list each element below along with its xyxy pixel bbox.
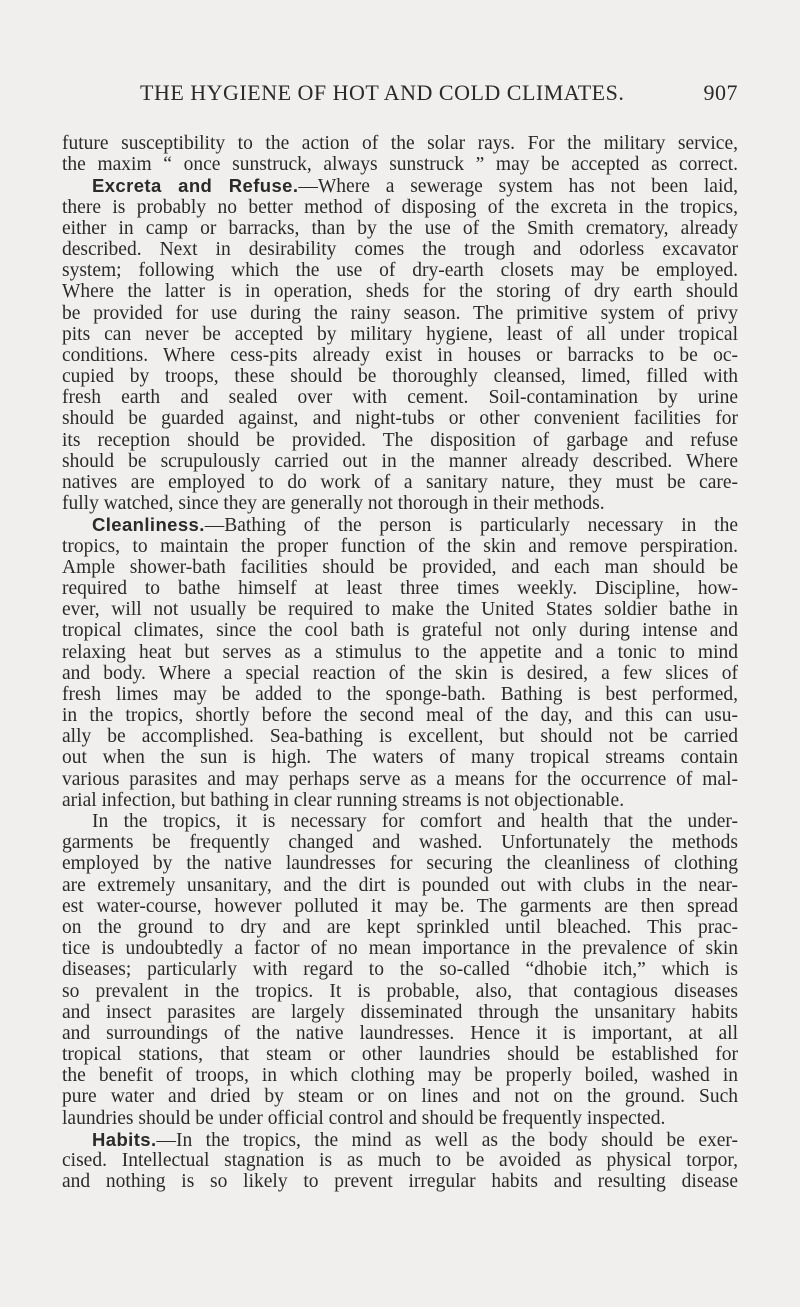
section-heading: Habits. — [92, 1128, 157, 1150]
text-line — [62, 875, 738, 896]
line-text: —Where a sewerage system has not been laid, — [298, 176, 739, 198]
line-text: Where the latter is in operation, sheds for the storing of dry earth should — [62, 281, 738, 303]
line-text: garments be frequently changed and washed. Unfortunately the methods — [62, 832, 738, 854]
line-text: various parasites and may perhaps serve as a means for the occurrence of mal- — [62, 768, 738, 790]
line-text: tropics, to maintain the proper function of the skin and remove perspiration. — [62, 535, 738, 557]
line-text: either in camp or barracks, than by the use of the Smith crematory, already — [62, 217, 738, 239]
text-line — [62, 366, 738, 387]
text-line — [62, 684, 738, 705]
text-line — [62, 642, 738, 663]
text-line — [62, 345, 738, 366]
line-text: fresh limes may be added to the sponge-bath. Bathing is best performed, — [62, 683, 738, 705]
line-text: there is probably no better method of disposing of the excreta in the tropics, — [62, 196, 738, 218]
text-line — [62, 1023, 738, 1044]
line-text: the benefit of troops, in which clothing may be properly boiled, washed in — [62, 1065, 738, 1087]
line-text: and surroundings of the native laundresses. Hence it is important, at all — [62, 1022, 738, 1044]
text-line — [62, 981, 738, 1002]
text-line — [62, 387, 738, 408]
line-text: so prevalent in the tropics. It is probable, also, that contagious diseases — [62, 980, 738, 1002]
line-text: —In the tropics, the mind as well as the body should be exer- — [156, 1129, 738, 1151]
text-line — [62, 1086, 738, 1107]
line-text: fresh earth and sealed over with cement. Soil-contamination by urine — [62, 387, 738, 409]
line-text: cupied by troops, these should be thoroughly cleansed, limed, filled with — [62, 366, 738, 388]
text-line — [62, 917, 738, 938]
body-text — [62, 133, 738, 1192]
text-line — [62, 1108, 738, 1129]
line-text: tropical climates, since the cool bath is grateful not only during intense and — [62, 620, 738, 642]
line-text: future susceptibility to the action of the solar rays. For the military service, — [62, 133, 738, 154]
text-line — [62, 705, 738, 726]
text-line — [62, 726, 738, 747]
line-text: and nothing is so likely to prevent irregular habits and resulting disease — [62, 1171, 738, 1193]
text-line — [62, 472, 738, 493]
line-text: employed by the native laundresses for securing the cleanliness of clothing — [62, 853, 738, 875]
text-line — [62, 408, 738, 429]
text-line — [62, 959, 738, 980]
section-heading-line — [62, 514, 738, 535]
line-text: —Bathing of the person is particularly necessary in the — [204, 515, 738, 537]
line-text: natives are employed to do work of a sanitary nature, they must be care- — [62, 472, 738, 493]
text-line — [62, 1171, 738, 1192]
line-text: pits can never be accepted by military hygiene, least of all under tropical — [62, 323, 738, 345]
text-line — [62, 197, 738, 218]
text-line — [62, 1065, 738, 1086]
line-text: est water-course, however polluted it may be. The garments are then spread — [62, 895, 738, 917]
text-line — [62, 832, 738, 853]
page-number: 907 — [703, 80, 738, 105]
line-text: tice is undoubtedly a factor of no mean importance in the prevalence of skin — [62, 938, 738, 960]
text-line — [62, 1044, 738, 1065]
text-line — [62, 324, 738, 345]
line-text: In the tropics, it is necessary for comfort and health that the under- — [92, 811, 738, 832]
line-text: out when the sun is high. The waters of many tropical streams contain — [62, 747, 738, 769]
line-text: should be scrupulously carried out in the manner already described. Where — [62, 450, 738, 472]
line-text: fully watched, since they are generally not thorough in their methods. — [62, 493, 605, 515]
line-text: its reception should be provided. The disposition of garbage and refuse — [62, 429, 738, 451]
section-heading-line — [62, 175, 738, 196]
text-line — [62, 938, 738, 959]
line-text: in the tropics, shortly before the second meal of the day, and this can usu- — [62, 705, 738, 727]
text-line — [62, 536, 738, 557]
text-line — [62, 769, 738, 790]
section-heading-line — [62, 1129, 738, 1150]
text-line — [62, 239, 738, 260]
line-text: on the ground to dry and are kept sprinkled until bleached. This prac- — [62, 916, 738, 938]
line-text: cised. Intellectual stagnation is as much to be avoided as physical torpor, — [62, 1150, 738, 1171]
text-line — [62, 218, 738, 239]
line-text: arial infection, but bathing in clear running streams is not objectionable. — [62, 789, 625, 811]
text-line — [62, 303, 738, 324]
line-text: ally be accomplished. Sea-bathing is excellent, but should not be carried — [62, 726, 738, 748]
line-text: diseases; particularly with regard to the so-called “dhobie itch,” which is — [62, 959, 738, 981]
line-text: relaxing heat but serves as a stimulus to the appetite and a tonic to mind — [62, 641, 738, 663]
line-text: be provided for use during the rainy season. The primitive system of privy — [62, 302, 738, 324]
line-text: Ample shower-bath facilities should be provided, and each man should be — [62, 556, 738, 578]
running-title: THE HYGIENE OF HOT AND COLD CLIMATES. — [140, 80, 625, 105]
text-line — [62, 1002, 738, 1023]
text-line — [62, 493, 738, 514]
section-heading: Cleanliness. — [92, 514, 205, 536]
section-heading: Excreta and Refuse. — [92, 175, 299, 197]
text-line — [62, 599, 738, 620]
text-line — [62, 133, 738, 154]
text-line — [62, 896, 738, 917]
line-text: tropical stations, that steam or other laundries should be established for — [62, 1044, 738, 1066]
line-text: laundries should be under official control and should be frequently inspected. — [62, 1107, 666, 1129]
line-text: the maxim “ once sunstruck, always sunstruck ” may be accepted as correct. — [62, 154, 738, 176]
text-line — [62, 747, 738, 768]
text-line — [62, 451, 738, 472]
running-head — [132, 80, 738, 110]
line-text: required to bathe himself at least three times weekly. Discipline, how- — [62, 577, 738, 599]
text-line — [62, 281, 738, 302]
text-line — [62, 260, 738, 281]
line-text: pure water and dried by steam or on lines and not on the ground. Such — [62, 1086, 738, 1108]
text-line — [62, 620, 738, 641]
line-text: system; following which the use of dry-earth closets may be employed. — [62, 260, 738, 282]
text-line — [62, 578, 738, 599]
text-line — [62, 557, 738, 578]
text-line — [62, 790, 738, 811]
line-text: and body. Where a special reaction of the skin is desired, a few slices of — [62, 662, 738, 684]
text-line — [62, 853, 738, 874]
line-text: should be guarded against, and night-tubs or other convenient facilities for — [62, 408, 738, 430]
line-text: and insect parasites are largely disseminated through the unsanitary habits — [62, 1001, 738, 1023]
line-text: ever, will not usually be required to make the United States soldier bathe in — [62, 599, 738, 621]
text-line — [62, 811, 738, 832]
text-line — [62, 1150, 738, 1171]
line-text: are extremely unsanitary, and the dirt is pounded out with clubs in the near- — [62, 874, 738, 896]
text-line — [62, 154, 738, 175]
line-text: described. Next in desirability comes the trough and odorless excavator — [62, 238, 738, 260]
line-text: conditions. Where cess-pits already exist in houses or barracks to be oc- — [62, 344, 738, 366]
text-line — [62, 430, 738, 451]
text-line — [62, 663, 738, 684]
